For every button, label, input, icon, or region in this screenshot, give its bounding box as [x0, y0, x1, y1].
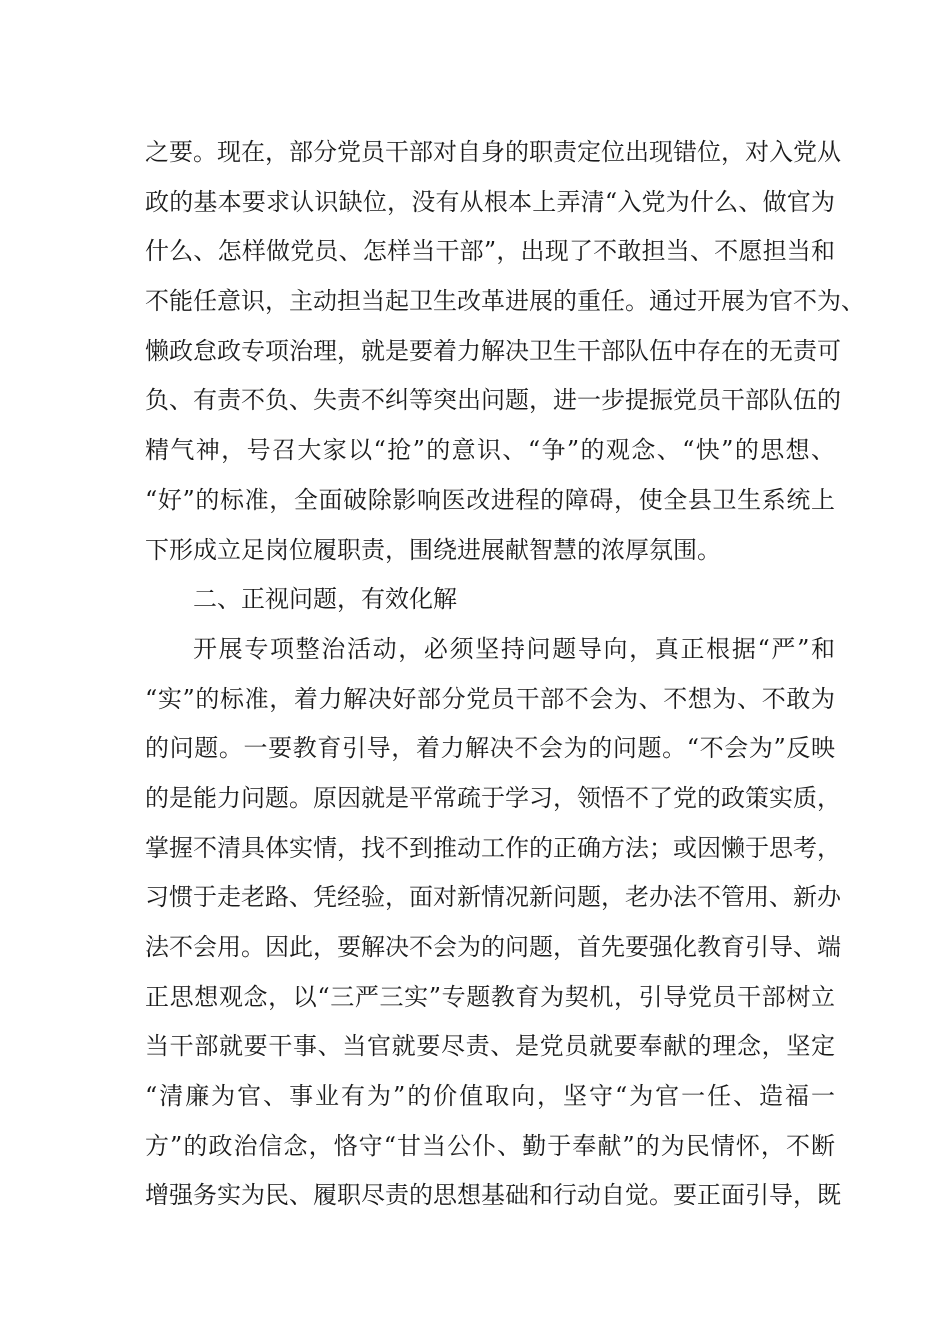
- paragraph-line: 之要。现在，部分党员干部对自身的职责定位出现错位，对入党从: [145, 138, 841, 166]
- paragraph-line: 下形成立足岗位履职责，围绕进展献智慧的浓厚氛围。: [145, 535, 721, 564]
- paragraph-line: 的问题。一要教育引导，着力解决不会为的问题。“不会为”反映: [145, 734, 835, 763]
- body-text: [145, 128, 865, 1221]
- paragraph-line: 当干部就要干事、当官就要尽责、是党员就要奉献的理念，坚定: [145, 1032, 835, 1061]
- paragraph-line: 负、有责不负、失责不纠等突出问题，进一步提振党员干部队伍的: [145, 386, 841, 415]
- paragraph-line: 精气神，号召大家以“抢”的意识、“争”的观念、“快”的思想、: [145, 436, 835, 465]
- paragraph-line: 习惯于走老路、凭经验，面对新情况新问题，老办法不管用、新办: [145, 883, 841, 912]
- paragraph-line: 正思想观念，以“三严三实”专题教育为契机，引导党员干部树立: [145, 982, 835, 1011]
- paragraph-line: 不能任意识，主动担当起卫生改革进展的重任。通过开展为官不为、: [145, 287, 865, 316]
- paragraph-line: 方”的政治信念，恪守“甘当公仆、勤于奉献”的为民情怀，不断: [145, 1131, 835, 1160]
- paragraph-line: “清廉为官、事业有为”的价值取向，坚守“为官一任、造福一: [145, 1082, 835, 1111]
- paragraph-line: 的是能力问题。原因就是平常疏于学习，领悟不了党的政策实质，: [145, 783, 841, 812]
- paragraph-line: 开展专项整治活动，必须坚持问题导向，真正根据“严”和: [193, 634, 835, 663]
- paragraph-line: 增强务实为民、履职尽责的思想基础和行动自觉。要正面引导，既: [145, 1181, 841, 1210]
- paragraph-line: 法不会用。因此，要解决不会为的问题，首先要强化教育引导、端: [145, 933, 841, 961]
- section-heading: 二、正视问题，有效化解: [193, 585, 457, 614]
- paragraph-line: 掌握不清具体实情，找不到推动工作的正确方法；或因懒于思考，: [145, 833, 841, 862]
- paragraph-line: “实”的标准，着力解决好部分党员干部不会为、不想为、不敢为: [145, 684, 835, 713]
- paragraph-line: 什么、怎样做党员、怎样当干部”，出现了不敢担当、不愿担当和: [145, 237, 835, 266]
- paragraph-line: “好”的标准，全面破除影响医改进程的障碍，使全县卫生系统上: [145, 485, 835, 514]
- paragraph-line: 政的基本要求认识缺位，没有从根本上弄清“入党为什么、做官为: [145, 187, 835, 216]
- paragraph-line: 懒政怠政专项治理，就是要着力解决卫生干部队伍中存在的无责可: [145, 336, 841, 365]
